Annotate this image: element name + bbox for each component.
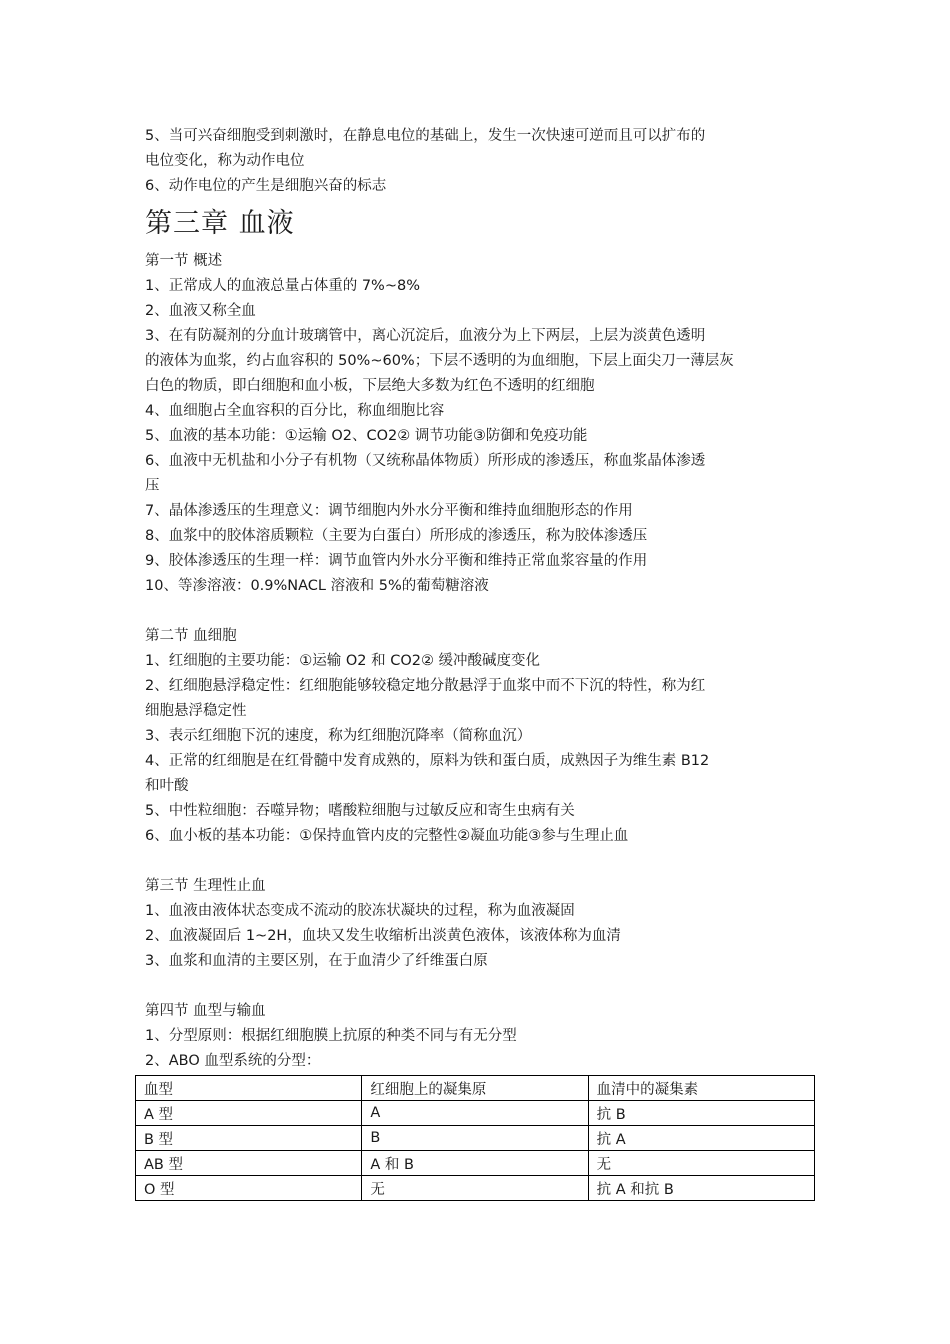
paragraph-line: 1、红细胞的主要功能：①运输 O2 和 CO2② 缓冲酸碱度变化 <box>145 653 541 669</box>
table-header-row <box>136 1076 815 1101</box>
section-title: 第一节 概述 <box>145 253 223 269</box>
table-cell: O 型 <box>136 1176 362 1201</box>
paragraph-line: 3、表示红细胞下沉的速度，称为红细胞沉降率（简称血沉） <box>145 728 532 744</box>
blank-line <box>145 849 815 874</box>
paragraph-line: 和叶酸 <box>145 778 189 794</box>
paragraph-line: 1、正常成人的血液总量占体重的 7%~8% <box>145 278 420 294</box>
table-cell: A 和 B <box>362 1151 588 1176</box>
paragraph-line: 2、血液凝固后 1~2H，血块又发生收缩析出淡黄色液体，该液体称为血清 <box>145 928 621 944</box>
paragraph-line: 9、胶体渗透压的生理一样：调节血管内外水分平衡和维持正常血浆容量的作用 <box>145 553 648 569</box>
table-cell: B <box>362 1126 588 1151</box>
table-header-cell: 血型 <box>136 1076 362 1101</box>
paragraph-line: 5、中性粒细胞：吞噬异物；嗜酸粒细胞与过敏反应和寄生虫病有关 <box>145 803 575 819</box>
blank-line <box>145 599 815 624</box>
table-row <box>136 1101 815 1126</box>
table-header-cell: 血清中的凝集素 <box>588 1076 814 1101</box>
paragraph-line: 7、晶体渗透压的生理意义：调节细胞内外水分平衡和维持血细胞形态的作用 <box>145 503 633 519</box>
table-cell: B 型 <box>136 1126 362 1151</box>
chapter-title: 第三章 血液 <box>145 208 295 239</box>
paragraph-line: 1、血液由液体状态变成不流动的胶冻状凝块的过程，称为血液凝固 <box>145 903 575 919</box>
paragraph-line: 2、ABO 血型系统的分型： <box>145 1053 321 1069</box>
section-blood-type <box>145 999 815 1074</box>
table-row <box>136 1176 815 1201</box>
paragraph-line: 6、血液中无机盐和小分子有机物（又统称晶体物质）所形成的渗透压，称血浆晶体渗透 <box>145 453 706 469</box>
paragraph-line: 3、血浆和血清的主要区别，在于血清少了纤维蛋白原 <box>145 953 488 969</box>
section-blood-cells <box>145 624 815 849</box>
table-cell: 抗 A <box>588 1126 814 1151</box>
paragraph-line: 白色的物质，即白细胞和血小板，下层绝大多数为红色不透明的红细胞 <box>145 378 595 394</box>
document-page <box>145 124 815 1201</box>
table-header-cell: 红细胞上的凝集原 <box>362 1076 588 1101</box>
table-row <box>136 1151 815 1176</box>
table-cell: 抗 B <box>588 1101 814 1126</box>
section-title: 第三节 生理性止血 <box>145 878 266 894</box>
section-hemostasis <box>145 874 815 974</box>
blank-line <box>145 974 815 999</box>
table-cell: AB 型 <box>136 1151 362 1176</box>
paragraph-line: 8、血浆中的胶体溶质颗粒（主要为白蛋白）所形成的渗透压，称为胶体渗透压 <box>145 528 648 544</box>
paragraph-line: 4、正常的红细胞是在红骨髓中发育成熟的，原料为铁和蛋白质，成熟因子为维生素 B12 <box>145 753 710 769</box>
paragraph-line: 压 <box>145 478 160 494</box>
paragraph-line: 6、血小板的基本功能：①保持血管内皮的完整性②凝血功能③参与生理止血 <box>145 828 629 844</box>
section-title: 第二节 血细胞 <box>145 628 237 644</box>
paragraph-line: 10、等渗溶液：0.9%NACL 溶液和 5%的葡萄糖溶液 <box>145 578 489 594</box>
abo-blood-type-table <box>135 1075 815 1201</box>
table-cell: A <box>362 1101 588 1126</box>
table-cell: A 型 <box>136 1101 362 1126</box>
table-row <box>136 1126 815 1151</box>
paragraph-line: 2、血液又称全血 <box>145 303 256 319</box>
paragraph-line: 的液体为血浆，约占血容积的 50%~60%；下层不透明的为血细胞，下层上面尖刀一薄层灰 <box>145 353 734 369</box>
table-cell: 无 <box>588 1151 814 1176</box>
paragraph-line: 2、红细胞悬浮稳定性：红细胞能够较稳定地分散悬浮于血浆中而不下沉的特性，称为红 <box>145 678 706 694</box>
table-cell: 抗 A 和抗 B <box>588 1176 814 1201</box>
paragraph-line: 细胞悬浮稳定性 <box>145 703 247 719</box>
intro-block <box>145 124 815 199</box>
paragraph-line: 1、分型原则：根据红细胞膜上抗原的种类不同与有无分型 <box>145 1028 517 1044</box>
paragraph-line: 4、血细胞占全血容积的百分比，称血细胞比容 <box>145 403 445 419</box>
paragraph-line: 电位变化，称为动作电位 <box>145 153 305 169</box>
paragraph-line: 5、血液的基本功能：①运输 O2、CO2② 调节功能③防御和免疫功能 <box>145 428 588 444</box>
section-title: 第四节 血型与输血 <box>145 1003 266 1019</box>
section-overview <box>145 249 815 599</box>
paragraph-line: 5、当可兴奋细胞受到刺激时，在静息电位的基础上，发生一次快速可逆而且可以扩布的 <box>145 128 706 144</box>
paragraph-line: 3、在有防凝剂的分血计玻璃管中，离心沉淀后，血液分为上下两层，上层为淡黄色透明 <box>145 328 706 344</box>
paragraph-line: 6、动作电位的产生是细胞兴奋的标志 <box>145 178 387 194</box>
table-cell: 无 <box>362 1176 588 1201</box>
